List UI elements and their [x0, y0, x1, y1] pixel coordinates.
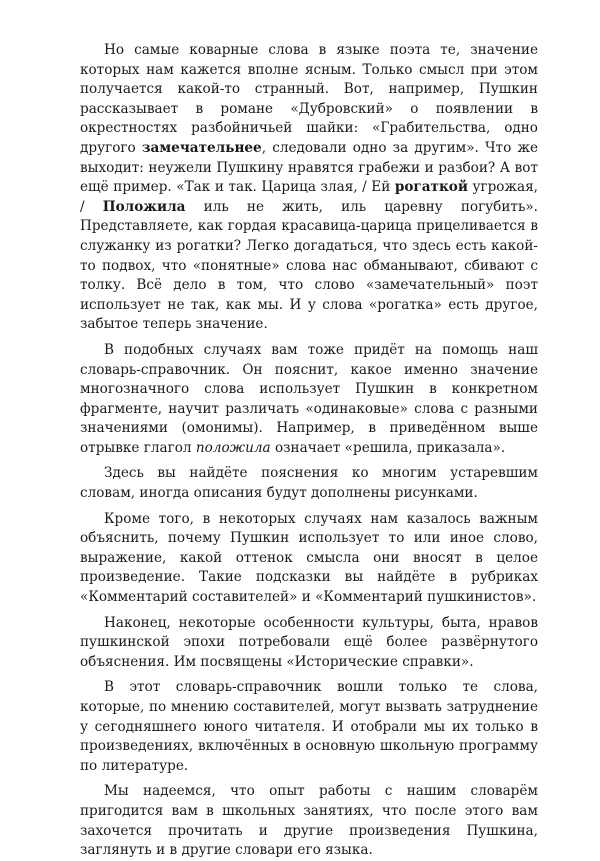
paragraph-3 [80, 464, 538, 503]
text-segment: Мы надеемся, что опыт работы с нашим словарём пригодится вам в школьных занятиях, что после этого вам захочется прочитать и другие произведения Пушкина, заглянуть и в другие словари его языка. [80, 783, 538, 859]
text-segment: Здесь вы найдёте пояснения ко многим устаревшим словам, иногда описания будут дополнены рисунками. [80, 465, 538, 502]
paragraph-6 [80, 678, 538, 776]
text-segment: иль не жить, иль царевну погубить». Представляете, как гордая красавица-царица прицеливается в служанку из рогатки? Легко догадаться, что здесь есть какой-то подвох, что «понятные» слова нас обманывают, сбивают с толку. Всё дело в том, что слово «замечательный» поэт использует не так, как мы. И у слова «рогатка» есть другое, забытое теперь значение. [80, 198, 538, 333]
italic-text: положила [195, 439, 271, 456]
text-segment: Кроме того, в некоторых случаях нам казалось важным объяснить, почему Пушкин использует то или иное слово, выражение, какой оттенок смысла они вносят в целое произведение. Такие подсказки вы найдёте в рубриках «Комментарий составителей» и «Комментарий пушкинистов». [80, 510, 538, 606]
text-segment: В подобных случаях вам тоже придёт на помощь наш словарь-справочник. Он пояснит, какое именно значение многозначного слова использует Пушкин в конкретном фрагменте, научит различать «одинаковые» слова с разными значениями (омонимы). Например, в приведённом выше отрывке глагол [80, 341, 538, 456]
text-segment: Но самые коварные слова в языке поэта те, значение которых нам кажется вполне ясным. Только смысл при этом получается какой-то странный. Вот, например, Пушкин рассказывает в романе «Дубровский» о появлении в окрестностях разбойничьей шайки: «Грабительства, одно другого [80, 42, 538, 156]
paragraph-5 [80, 614, 538, 673]
paragraph-7 [80, 782, 538, 860]
text-segment: В этот словарь-справочник вошли только те слова, которые, по мнению составителей, могут вызвать затруднение у сегодняшнего юного читателя. И отобрали мы их только в произведениях, включённых в основную школьную программу по литературе. [80, 679, 538, 774]
bold-text: Положила [102, 198, 186, 215]
bold-text: рогаткой [394, 179, 468, 196]
text-segment: , следовали одно за другим». Что же выходит: неужели Пушкину нравятся грабежи и разбои? А вот ещё пример. «Так и так. Царица злая, / Ей [80, 139, 538, 196]
text-segment: означает «решила, приказала». [270, 439, 506, 456]
text-segment: Наконец, некоторые особенности культуры, быта, нравов пушкинской эпохи потребовали ещё более развёрнутого объяснения. Им посвящены «Исторические справки». [80, 614, 538, 670]
paragraph-4 [80, 510, 538, 608]
paragraph-2 [80, 341, 538, 459]
paragraph-1 [80, 41, 538, 335]
bold-text: замечательнее [141, 139, 262, 156]
text-segment: угрожая, / [80, 179, 539, 215]
